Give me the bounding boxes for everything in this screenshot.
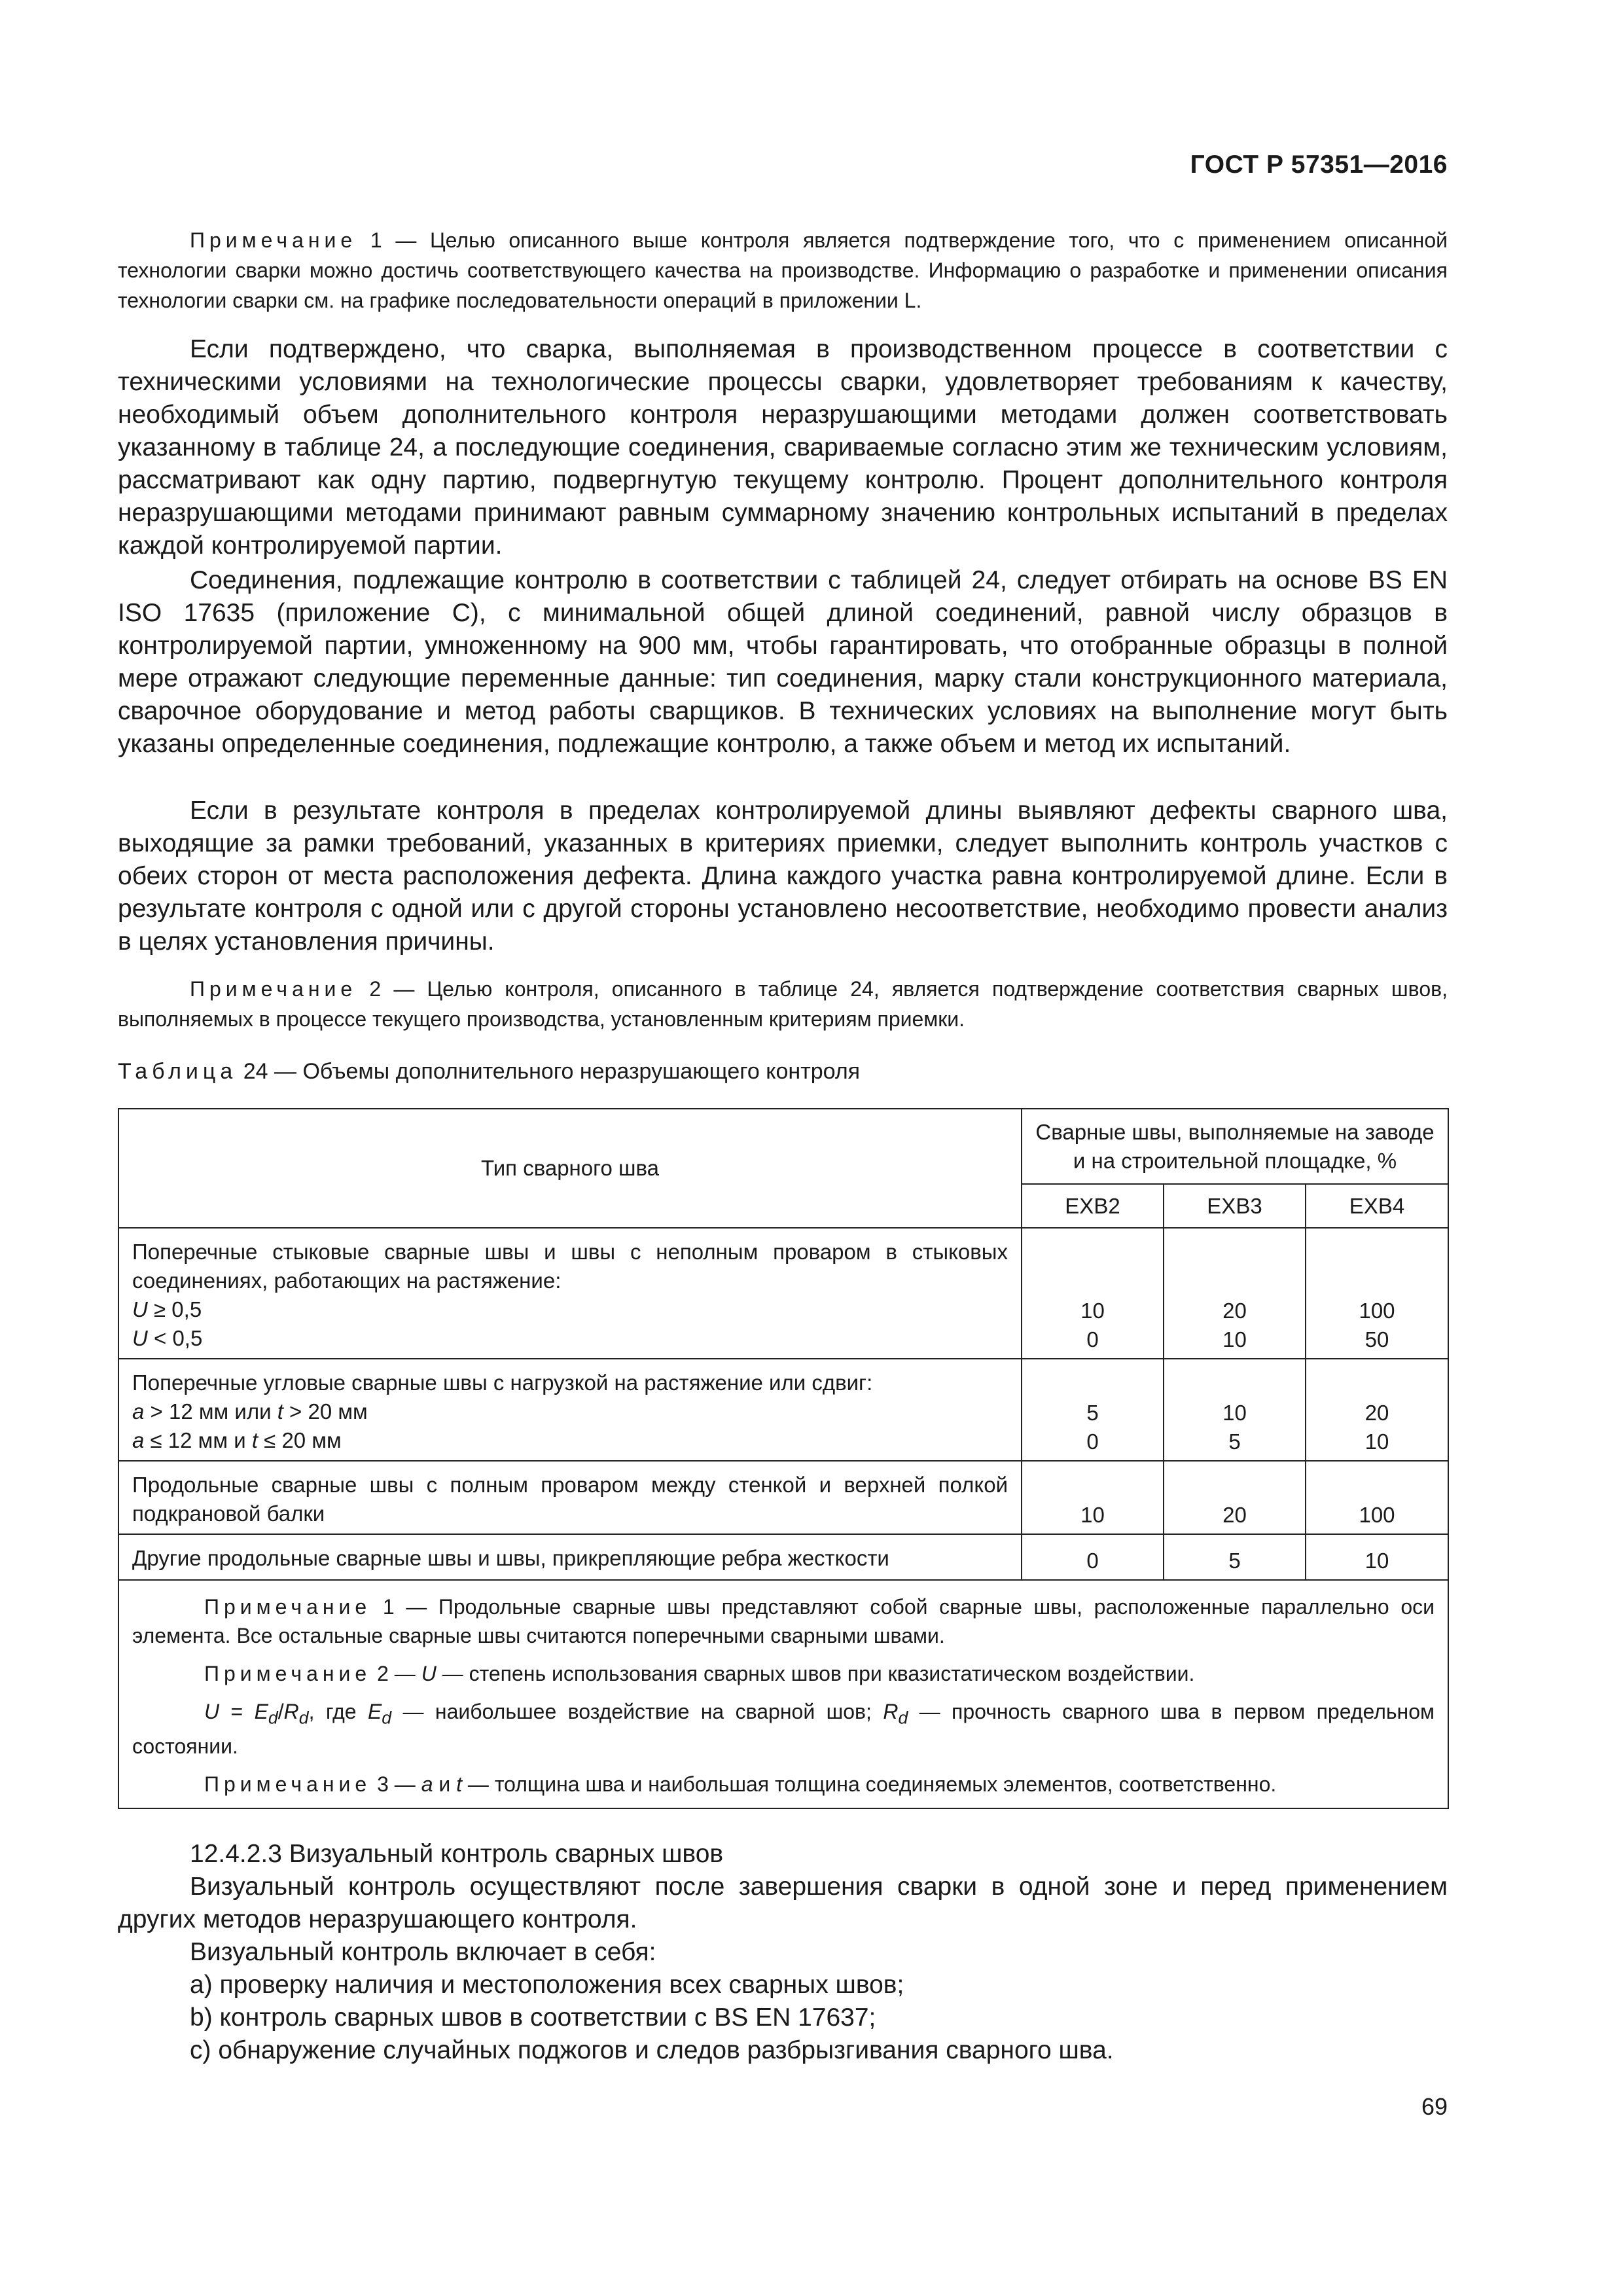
note-label: Примечание (190, 228, 357, 252)
note-label: Примечание (190, 977, 357, 1001)
table-caption-label: Таблица (118, 1059, 238, 1084)
list-item: c) обнаружение случайных поджогов и следов разбрызгивания сварного шва. (190, 2036, 1114, 2064)
section-paragraph: Визуальный контроль включает в себя: (190, 1938, 656, 1966)
table-row (118, 1359, 1448, 1461)
list-item: a) проверку наличия и местоположения всех сварных швов; (190, 1971, 904, 1999)
row-description (118, 1228, 1022, 1359)
cell-value: 100 50 (1306, 1228, 1448, 1359)
note-1 (118, 225, 1448, 315)
cell-value: 100 (1306, 1461, 1448, 1534)
header-weld-type: Тип сварного шва (118, 1109, 1022, 1228)
table-header-row (118, 1109, 1448, 1184)
table-row (118, 1534, 1448, 1580)
section-paragraph: Визуальный контроль осуществляют после завершения сварки в одной зоне и перед применением других методов неразрушающего контроля. (118, 1873, 1448, 1933)
cell-value: 20 (1164, 1461, 1306, 1534)
cell-value: 10 (1022, 1461, 1164, 1534)
header-class: EXB3 (1164, 1184, 1306, 1228)
page-number: 69 (1421, 2093, 1448, 2120)
cell-value: 10 5 (1164, 1359, 1306, 1461)
table-note-formula: $U = E_d/R_d$, где $E_d$ — наибольшее воздействие на сварной шов; $R_d$ — прочность сварного шва в первом предельном состоянии. (132, 1700, 1435, 1759)
list-item: b) контроль сварных швов в соответствии с BS EN 17637; (190, 2003, 876, 2032)
note-text: 1 — Целью описанного выше контроля является подтверждение того, что с применением описанной технологии сварки можно достичь соответствующего качества на производстве. Информацию о разработке и применении описания технологии сварки см. на графике последовательности операций в приложении L. (118, 228, 1448, 312)
row-title: Поперечные угловые сварные швы с нагрузкой на растяжение или сдвиг: (132, 1371, 873, 1395)
cell-value: 5 0 (1022, 1359, 1164, 1461)
header-class: EXB2 (1022, 1184, 1164, 1228)
row-condition: a ≤ 12 мм и t ≤ 20 мм (132, 1428, 342, 1452)
row-condition: U ≥ 0,5 (132, 1297, 202, 1321)
section-heading: 12.4.2.3 Визуальный контроль сварных швов (190, 1840, 724, 1868)
table-caption-text: 24 — Объемы дополнительного неразрушающего контроля (237, 1059, 861, 1084)
header-class: EXB4 (1306, 1184, 1448, 1228)
table-24 (118, 1108, 1449, 1809)
table-note-3: Примечание 3 — a и t — толщина шва и наибольшая толщина соединяемых элементов, соответственно. (204, 1772, 1277, 1797)
table-row (118, 1228, 1448, 1359)
row-condition: U < 0,5 (132, 1326, 203, 1350)
table-note-2: Примечание 2 — U — степень использования сварных швов при квазистатическом воздействии. (204, 1662, 1195, 1685)
cell-value: 20 10 (1306, 1359, 1448, 1461)
cell-value: 10 0 (1022, 1228, 1164, 1359)
paragraph-3: Если в результате контроля в пределах контролируемой длины выявляют дефекты сварного шва, выходящие за рамки требований, указанных в критериях приемки, следует выполнить контроль участков с обеих сторон от места расположения дефекта. Длина каждого участка равна контролируемой длине. Если в результате контроля с одной или с другой стороны установлено несоответствие, необходимо провести анализ в целях установления причины. (118, 797, 1448, 956)
table-row (118, 1461, 1448, 1534)
table-notes-row (118, 1580, 1448, 1808)
paragraph-1: Если подтверждено, что сварка, выполняемая в производственном процессе в соответствии с техническими условиями на технологические процессы сварки, удовлетворяет требованиям к качеству, необходимый объем дополнительного контроля неразрушающими методами должен соответствовать указанному в таблице 24, а последующие соединения, свариваемые согласно этим же техническим условиям, рассматривают как одну партию, подвергнутую текущему контролю. Процент дополнительного контроля неразрушающими методами принимают равным суммарному значению контрольных испытаний в пределах каждой контролируемой партии. (118, 335, 1448, 560)
row-description: Продольные сварные швы с полным проваром между стенкой и верхней полкой подкрановой балки (118, 1461, 1022, 1534)
cell-value: 20 10 (1164, 1228, 1306, 1359)
row-description (118, 1359, 1022, 1461)
note-2 (118, 974, 1448, 1034)
cell-value: 5 (1164, 1534, 1306, 1580)
row-condition: a > 12 мм или t > 20 мм (132, 1399, 368, 1424)
paragraph-2: Соединения, подлежащие контролю в соответствии с таблицей 24, следует отбирать на основе BS EN ISO 17635 (приложение C), с минимальной общей длиной соединений, равной числу образцов в контролируемой партии, умноженному на 900 мм, чтобы гарантировать, что отобранные образцы в полной мере отражают следующие переменные данные: тип соединения, марку стали конструкционного материала, сварочное оборудование и метод работы сварщиков. В технических условиях на выполнение могут быть указаны определенные соединения, подлежащие контролю, а также объем и метод их испытаний. (118, 566, 1448, 758)
note-text: 2 — Целью контроля, описанного в таблице 24, является подтверждение соответствия сварных швов, выполняемых в процессе текущего производства, установленным критериям приемки. (118, 977, 1448, 1031)
table-caption (118, 1059, 860, 1085)
cell-value: 0 (1022, 1534, 1164, 1580)
row-title: Поперечные стыковые сварные швы и швы с неполным проваром в стыковых соединениях, работающих на растяжение: (132, 1240, 1008, 1293)
header-group: Сварные швы, выполняемые на заводе и на строительной площадке, % (1022, 1109, 1448, 1184)
row-description: Другие продольные сварные швы и швы, прикрепляющие ребра жесткости (118, 1534, 1022, 1580)
table-notes (118, 1580, 1448, 1808)
standard-designation: ГОСТ Р 57351—2016 (1190, 151, 1448, 179)
table-note-1: Примечание 1 — Продольные сварные швы представляют собой сварные швы, расположенные параллельно оси элемента. Все остальные сварные швы считаются поперечными сварными швами. (132, 1595, 1435, 1647)
cell-value: 10 (1306, 1534, 1448, 1580)
